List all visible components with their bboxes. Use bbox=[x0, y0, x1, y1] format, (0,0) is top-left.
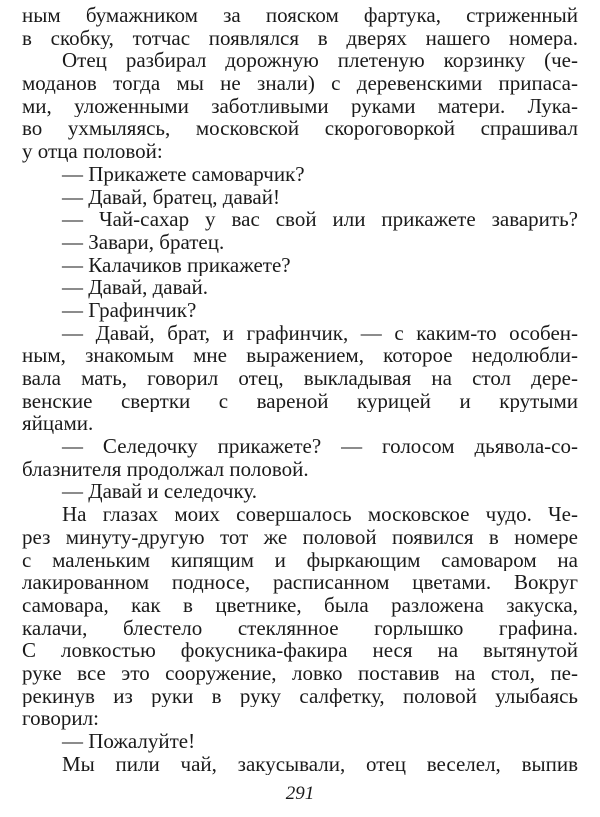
text-line: с маленьким кипящим и фыркающим самоваром на bbox=[22, 548, 578, 572]
text-line: Мы пили чай, закусывали, отец веселел, выпив bbox=[62, 752, 578, 776]
page-number: 291 bbox=[285, 783, 315, 804]
text-line: — Селедочку прикажете? — голосом дьявола-со- bbox=[62, 435, 578, 458]
text-line: у отца половой: bbox=[22, 140, 163, 163]
text-line: На глазах моих совершалось московское чудо. Че- bbox=[62, 503, 578, 526]
text-line: калачи, блестело стеклянное горлышко графина. bbox=[22, 616, 578, 640]
text-line: во ухмыляясь, московской скороговоркой спрашивал bbox=[22, 117, 578, 141]
text-line: моданов тогда мы не знали) с деревенскими припаса- bbox=[22, 72, 578, 95]
text-line: — Давай, братец, давай! bbox=[62, 185, 280, 209]
text-line: — Давай и селедочку. bbox=[62, 480, 258, 504]
text-line: ным бумажником за пояском фартука, стриженный bbox=[22, 4, 578, 27]
text-line: руке все это сооружение, ловко поставив на стол, пе- bbox=[22, 661, 578, 685]
text-line: блазнителя продолжал половой. bbox=[22, 457, 309, 481]
text-line: вала мать, говорил отец, выкладывая на стол дере- bbox=[22, 367, 578, 390]
page-text bbox=[22, 4, 578, 775]
text-line: Отец разбирал дорожную плетеную корзинку (че- bbox=[62, 49, 578, 73]
text-line: — Прикажете самоварчик? bbox=[62, 162, 305, 186]
text-line: — Калачиков прикажете? bbox=[62, 253, 291, 277]
text-line: — Давай, брат, и графинчик, — с каким-то особен- bbox=[62, 321, 578, 345]
text-line: — Графинчик? bbox=[62, 298, 197, 322]
text-line: рез минуту-другую тот же половой появился в номере bbox=[22, 525, 578, 549]
text-line: — Пожалуйте! bbox=[62, 730, 196, 753]
text-line: рекинув из руки в руку салфетку, половой улыбаясь bbox=[22, 684, 578, 708]
text-line: С ловкостью фокусника-факира неся на вытянутой bbox=[22, 639, 578, 662]
text-line: — Чай-сахар у вас свой или прикажете заварить? bbox=[62, 208, 578, 231]
text-line: говорил: bbox=[22, 707, 99, 730]
text-line: — Давай, давай. bbox=[62, 276, 209, 299]
text-line: — Завари, братец. bbox=[62, 230, 225, 254]
text-line: самовара, как в цветнике, была разложена закуска, bbox=[22, 593, 578, 617]
text-line: венские свертки с вареной курицей и крутыми bbox=[22, 389, 578, 413]
text-line: лакированном подносе, расписанном цветами. Вокруг bbox=[22, 571, 578, 594]
text-line: в скобку, тотчас появлялся в дверях нашего номера. bbox=[22, 26, 578, 50]
text-line: ми, уложенными заботливыми руками матери. Лука- bbox=[22, 94, 578, 118]
text-line: ным, знакомым мне выражением, которое недолюбли- bbox=[22, 344, 578, 367]
text-line: яйцами. bbox=[22, 412, 94, 436]
